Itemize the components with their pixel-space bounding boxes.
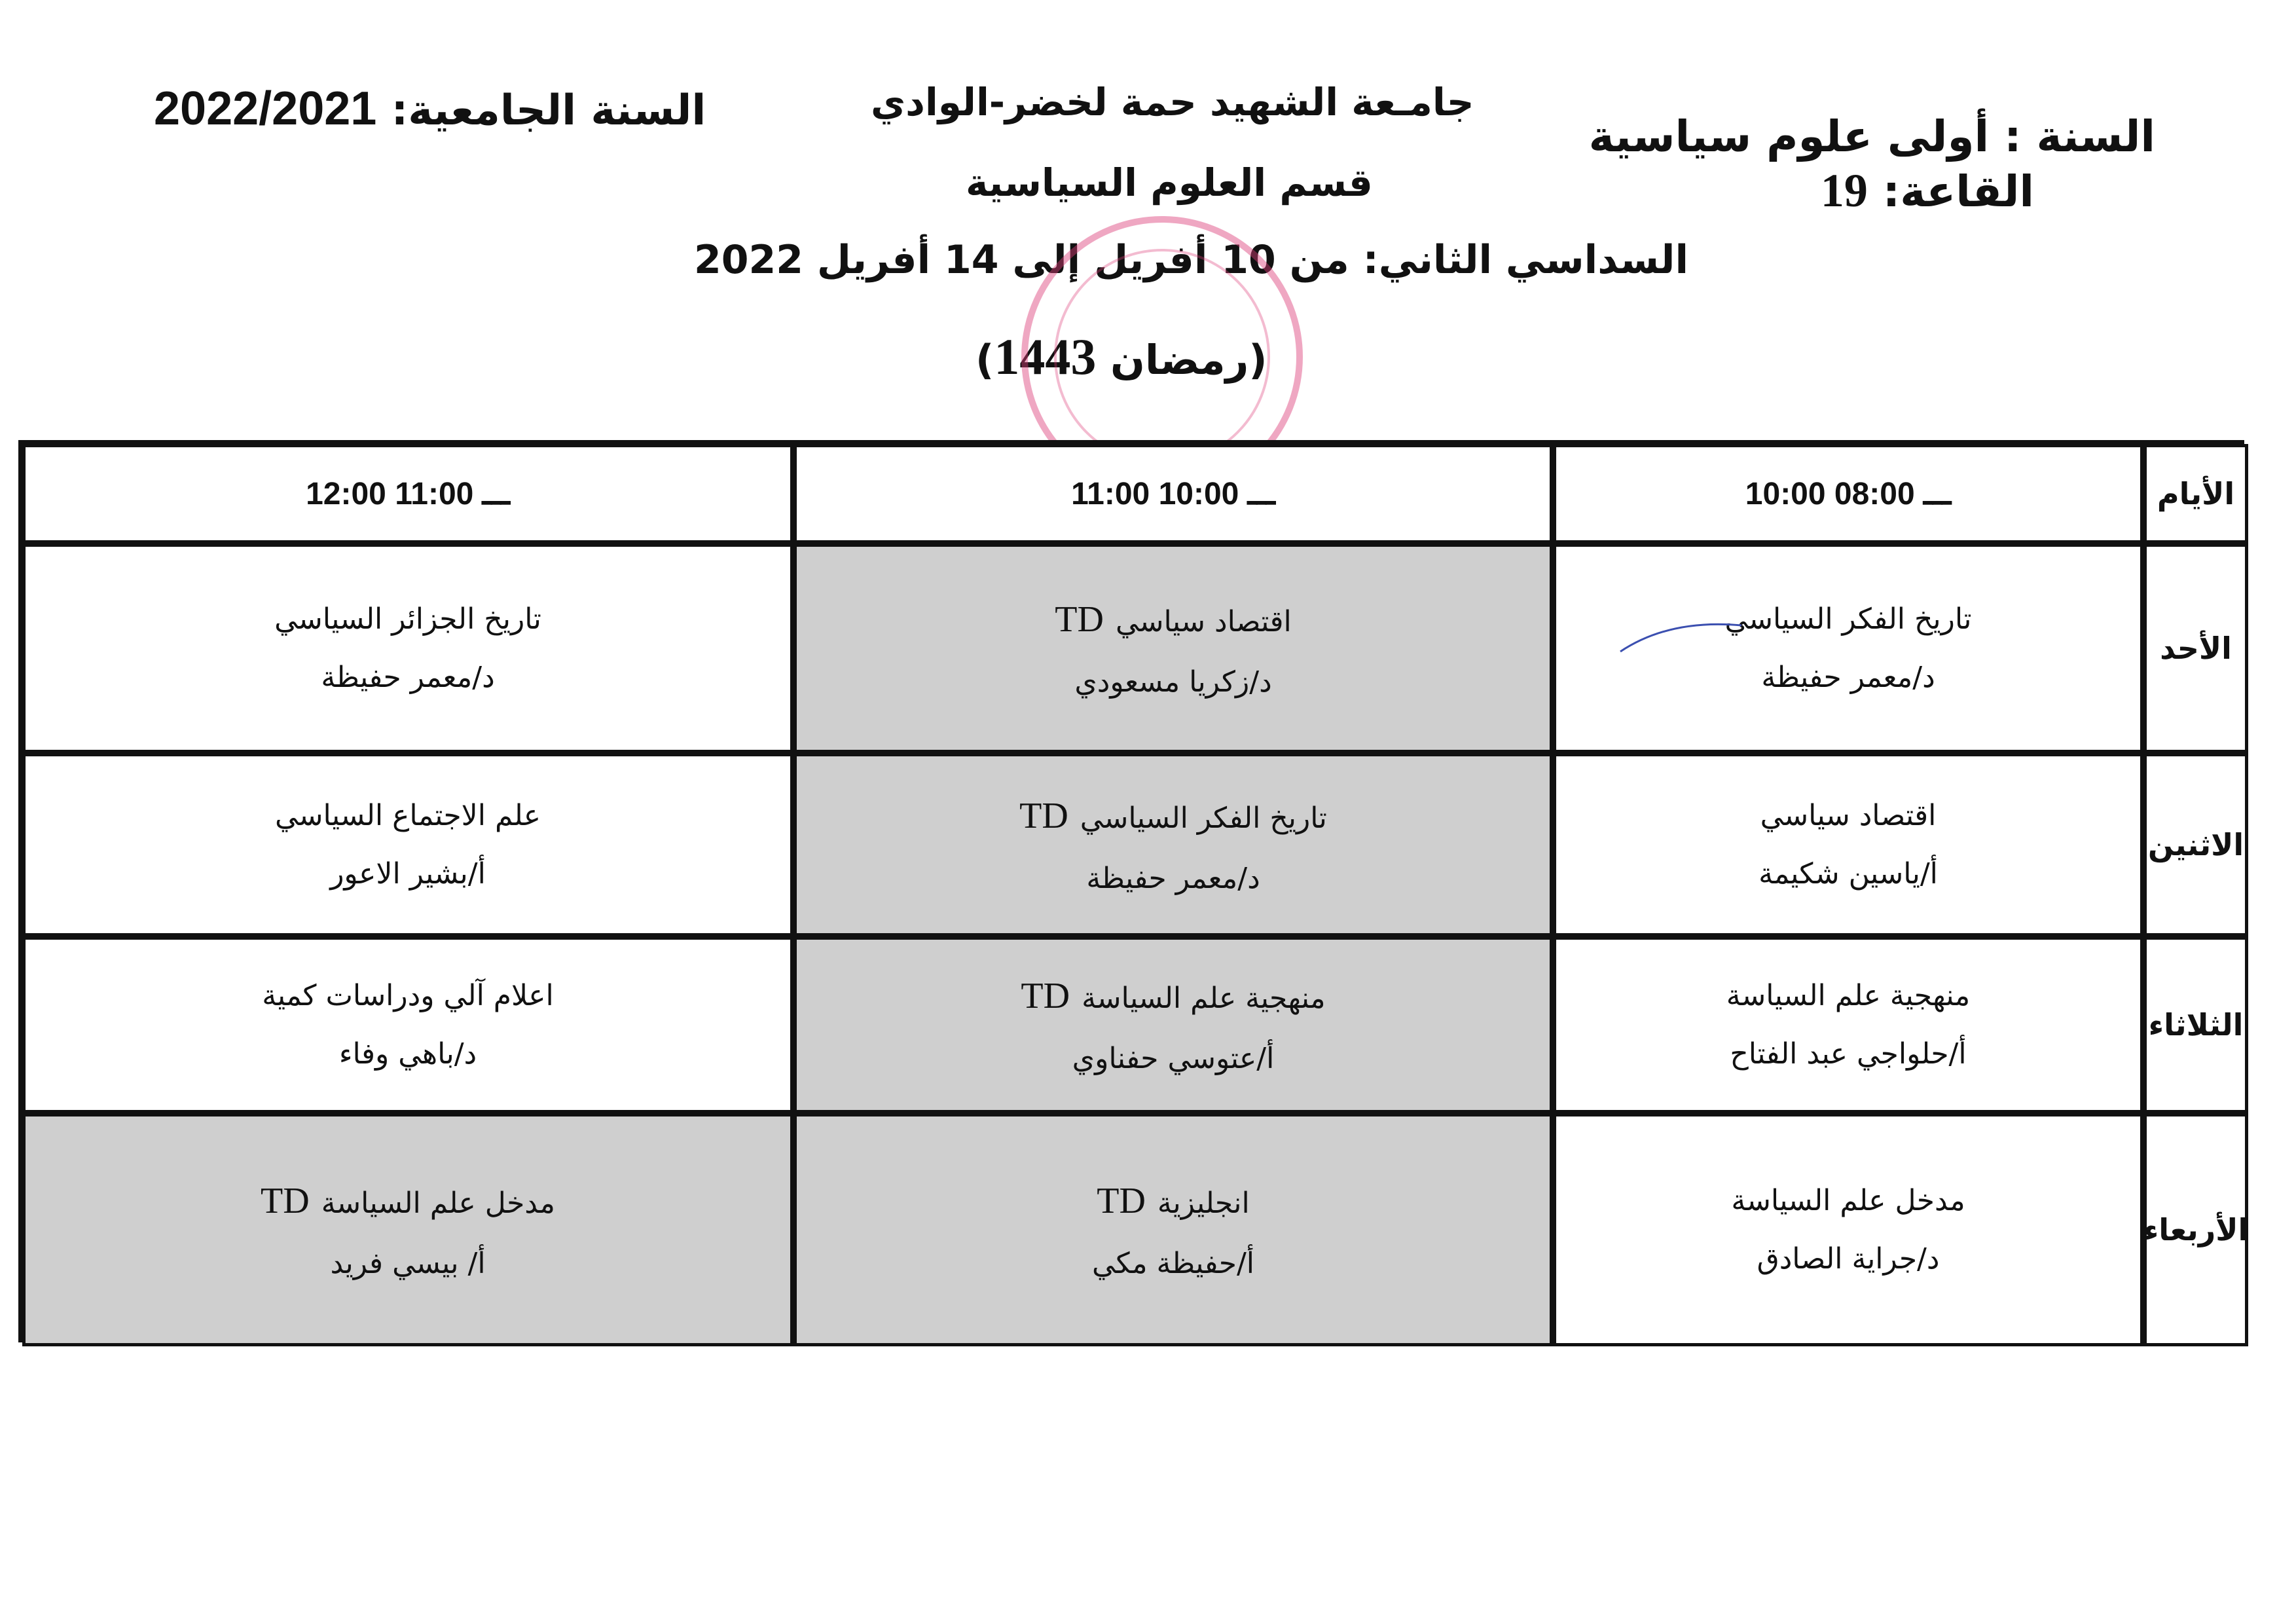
session-subject <box>1726 979 1971 1014</box>
session-cell <box>1553 1113 2143 1346</box>
session-subject <box>1731 1184 1965 1219</box>
session-cell <box>22 544 793 753</box>
study-level: السنة : أولى علوم سياسية <box>1588 111 2155 162</box>
time-slot-header: 10:00 ـــ 08:00 <box>1553 444 2143 544</box>
session-teacher: أ/حلواجي عبد الفتاح <box>1730 1037 1967 1071</box>
session-cell <box>22 936 793 1113</box>
ramadan-close: ) <box>975 336 994 384</box>
day-label: الثلاثاء <box>2143 936 2248 1113</box>
session-subject <box>1724 602 1971 637</box>
subject-name: تاريخ الفكر السياسي <box>1724 602 1972 637</box>
session-cell <box>1553 753 2143 936</box>
time-slot-header: 12:00 ـــ 11:00 <box>22 444 793 544</box>
session-teacher: د/معمر حفيظة <box>1761 660 1935 694</box>
session-subject <box>1760 799 1937 834</box>
session-cell <box>793 753 1553 936</box>
session-teacher: أ/حفيظة مكي <box>1092 1247 1254 1281</box>
academic-year <box>154 82 706 136</box>
session-teacher: د/باهي وفاء <box>338 1037 477 1071</box>
subject-name: تاريخ الفكر السياسي <box>1080 801 1327 835</box>
td-badge: TD <box>1055 599 1104 640</box>
session-cell <box>22 753 793 936</box>
session-cell <box>793 544 1553 753</box>
subject-name: منهجية علم السياسة <box>1082 981 1326 1015</box>
ramadan-label: (رمضان <box>1110 336 1267 384</box>
session-cell <box>1553 936 2143 1113</box>
session-cell <box>793 1113 1553 1346</box>
room-value: 19 <box>1820 164 1868 217</box>
td-badge: TD <box>261 1180 310 1221</box>
session-teacher: د/معمر حفيظة <box>1086 862 1260 896</box>
subject-name: مدخل علم السياسة <box>1731 1184 1965 1218</box>
semester-period: السداسي الثاني: من 10 أفريل إلى 14 أفريل 2022 <box>694 237 1689 283</box>
session-subject <box>275 799 541 834</box>
subject-name: علم الاجتماع السياسي <box>274 799 541 833</box>
session-teacher: أ/ياسين شكيمة <box>1758 857 1938 891</box>
room-label: القاعة: <box>1882 166 2034 217</box>
ramadan-year: 1443 <box>994 328 1097 385</box>
subject-name: منهجية علم السياسة <box>1726 979 1971 1013</box>
session-teacher: أ/عتوسي حفناوي <box>1072 1042 1275 1076</box>
ramadan-note <box>975 327 1267 386</box>
td-badge: TD <box>1097 1180 1146 1221</box>
td-badge: TD <box>1019 795 1068 836</box>
schedule-table <box>18 440 2249 1342</box>
day-label: الأحد <box>2143 544 2248 753</box>
session-cell <box>793 936 1553 1113</box>
day-label: الأربعاء <box>2143 1113 2248 1346</box>
time-slot-header: 11:00 ـــ 10:00 <box>793 444 1553 544</box>
session-teacher: أ/ بيسي فريد <box>330 1247 486 1281</box>
session-subject <box>1019 794 1327 838</box>
session-subject <box>1021 974 1325 1018</box>
session-subject <box>1055 598 1291 642</box>
session-subject <box>262 979 554 1014</box>
days-header: الأيام <box>2143 444 2248 544</box>
subject-name: اقتصاد سياسي <box>1760 799 1937 833</box>
td-badge: TD <box>1021 975 1070 1016</box>
session-subject <box>261 1179 555 1223</box>
subject-name: اقتصاد سياسي <box>1115 604 1292 638</box>
session-subject <box>1097 1179 1250 1223</box>
subject-name: تاريخ الجزائر السياسي <box>274 602 541 637</box>
subject-name: اعلام آلي ودراسات كمية <box>262 979 554 1013</box>
day-label: الاثنين <box>2143 753 2248 936</box>
session-subject <box>274 602 541 637</box>
academic-year-label: السنة الجامعية: <box>391 86 706 135</box>
session-teacher: د/معمر حفيظة <box>321 660 495 694</box>
room-number <box>1821 164 2034 218</box>
session-cell <box>22 1113 793 1346</box>
subject-name: مدخل علم السياسة <box>321 1186 555 1220</box>
session-cell <box>1553 544 2143 753</box>
department-name: قسم العلوم السياسية <box>966 160 1373 205</box>
academic-year-value: 2022/2021 <box>154 83 377 135</box>
session-teacher: د/جراية الصادق <box>1757 1242 1940 1276</box>
subject-name: انجليزية <box>1157 1186 1250 1220</box>
session-teacher: أ/بشير الاعور <box>330 857 486 891</box>
session-teacher: د/زكريا مسعودي <box>1074 665 1272 699</box>
university-name: جامـعة الشهيد حمة لخضر-الوادي <box>871 80 1474 124</box>
